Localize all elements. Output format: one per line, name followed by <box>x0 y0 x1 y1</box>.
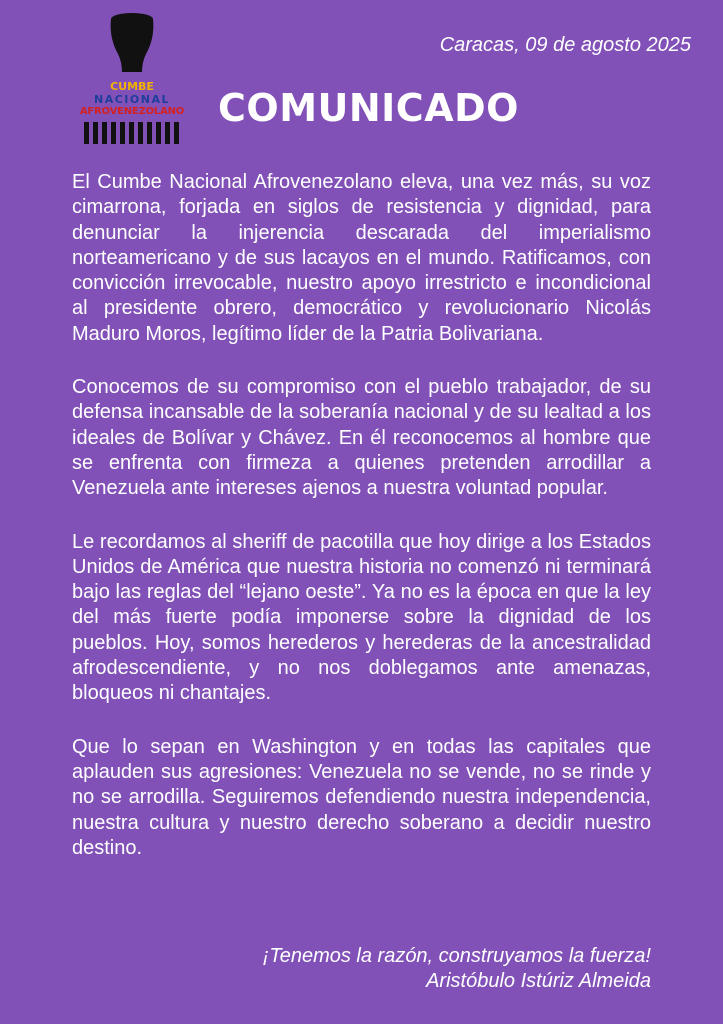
closing-block <box>263 944 651 994</box>
paragraph-2: Conocemos de su compromiso con el pueblo trabajador, de su defensa incansable de la soberanía nacional y de su lealtad a los ideales de Bolívar y Chávez. En él reconocemos al hombre que se enfrenta con firmeza a quienes pretenden arrodillar a Venezuela ante intereses ajenos a nuestra voluntad popular. <box>72 376 651 500</box>
communique-body <box>72 170 651 889</box>
paragraph-3: Le recordamos al sheriff de pacotilla que hoy dirige a los Estados Unidos de América que nuestra historia no comenzó ni terminará bajo las reglas del “lejano oeste”. Ya no es la época en que la ley del más fuerte podía imponerse sobre la dignidad de los pueblos. Hoy, somos herederos y herederas de la ancestralidad afrodescendiente, y no nos doblegamos ante amenazas, bloqueos ni chantajes. <box>72 530 651 705</box>
logo-text-afrovenezolano: AFROVENEZOLANO <box>79 106 185 117</box>
paragraph-4: Que lo sepan en Washington y en todas las capitales que aplauden sus agresiones: Venezuela no se vende, no se rinde y no se arrodilla. Seguiremos defendiendo nuestra independencia, nuestra cultura y nuestro derecho soberano a decidir nuestro destino. <box>72 735 651 859</box>
paragraph-1: El Cumbe Nacional Afrovenezolano eleva, una vez más, su voz cimarrona, forjada en siglos de resistencia y dignidad, para denunciar la injerencia descarada del imperialismo norteamericano y de sus lacayos en el mundo. Ratificamos, con convicción irrevocable, nuestro apoyo irrestricto e incondicional al presidente obrero, democrático y revolucionario Nicolás Maduro Moros, legítimo líder de la Patria Bolivariana. <box>72 171 651 345</box>
cumbe-logo <box>76 10 188 146</box>
logo-text-nacional: NACIONAL <box>94 93 170 106</box>
drum-icon <box>76 10 188 146</box>
signature: Aristóbulo Istúriz Almeida <box>426 970 651 992</box>
document-date: Caracas, 09 de agosto 2025 <box>439 34 691 56</box>
closing-slogan: ¡Tenemos la razón, construyamos la fuerza! <box>262 945 651 967</box>
logo-text-cumbe: CUMBE <box>110 80 154 93</box>
document-title: COMUNICADO <box>218 86 519 130</box>
